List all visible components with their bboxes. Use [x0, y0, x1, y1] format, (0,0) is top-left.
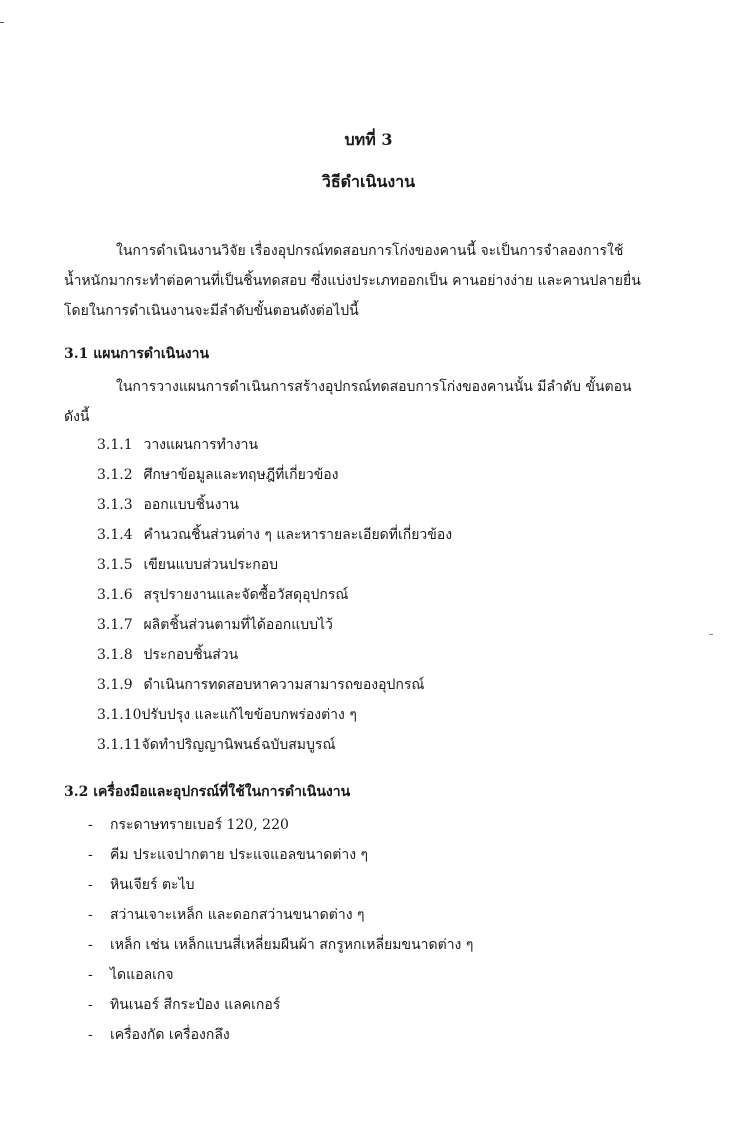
- step-number: 3.1.9: [97, 677, 133, 693]
- chapter-number: บทที่ 3: [344, 130, 393, 149]
- step-number: 3.1.6: [97, 587, 133, 603]
- step-number: 3.1.2: [97, 467, 133, 483]
- step-item: [97, 490, 452, 520]
- step-number: 3.1.5: [97, 557, 133, 573]
- scan-speck: [709, 634, 713, 635]
- step-item: [97, 550, 452, 580]
- step-item: [97, 460, 452, 490]
- step-item: [97, 640, 452, 670]
- chapter-title: วิธีดำเนินงาน: [321, 172, 416, 191]
- step-item: [97, 430, 452, 460]
- step-text: ประกอบชิ้นส่วน: [143, 647, 239, 663]
- step-text: เขียนแบบส่วนประกอบ: [143, 557, 279, 573]
- tool-text: เหล็ก เช่น เหล็กแบนสี่เหลี่ยมผืนผ้า สกรูหกเหลี่ยมขนาดต่าง ๆ: [110, 937, 474, 953]
- step-number: 3.1.4: [97, 527, 133, 543]
- bullet-dash: -: [88, 817, 93, 833]
- section1-intro-line: ดังนี้: [64, 409, 90, 425]
- step-text: คำนวณชิ้นส่วนต่าง ๆ และหารายละเอียดที่เกี่ยวข้อง: [143, 527, 453, 543]
- step-item: [97, 730, 452, 760]
- section1-intro-line: ในการวางแผนการดำเนินการสร้างอุปกรณ์ทดสอบการโก่งของคานนั้น มีลำดับ ขั้นตอน: [116, 379, 632, 395]
- tool-text: คีม ประแจปากตาย ประแจแอลขนาดต่าง ๆ: [110, 847, 369, 863]
- bullet-dash: -: [88, 1027, 93, 1043]
- tool-item: [88, 840, 473, 870]
- tool-text: เครื่องกัด เครื่องกลึง: [110, 1027, 230, 1043]
- bullet-dash: -: [88, 997, 93, 1013]
- steps-list: [97, 430, 452, 760]
- section1-intro-paragraph: [64, 372, 674, 432]
- tool-item: [88, 900, 473, 930]
- tool-item: [88, 870, 473, 900]
- step-text: ผลิตชิ้นส่วนตามที่ได้ออกแบบไว้: [143, 617, 333, 633]
- step-item: [97, 610, 452, 640]
- step-number: 3.1.10: [97, 707, 142, 723]
- bullet-dash: -: [88, 967, 93, 983]
- step-text: ดำเนินการทดสอบหาความสามารถของอุปกรณ์: [143, 677, 425, 693]
- step-number: 3.1.7: [97, 617, 133, 633]
- step-number: 3.1.3: [97, 497, 133, 513]
- intro-paragraph: [64, 236, 674, 326]
- bullet-dash: -: [88, 907, 93, 923]
- step-item: [97, 520, 452, 550]
- step-text: วางแผนการทำงาน: [143, 437, 259, 453]
- step-text: สรุปรายงานและจัดซื้อวัสดุอุปกรณ์: [143, 587, 349, 603]
- tool-item: [88, 960, 473, 990]
- step-text: ออกแบบชิ้นงาน: [143, 497, 239, 513]
- intro-line: ในการดำเนินงานวิจัย เรื่องอุปกรณ์ทดสอบการโก่งของคานนี้ จะเป็นการจำลองการใช้: [116, 243, 624, 259]
- step-item: [97, 700, 452, 730]
- step-item: [97, 580, 452, 610]
- bullet-dash: -: [88, 877, 93, 893]
- tool-text: ทินเนอร์ สีกระป๋อง แลคเกอร์: [110, 997, 281, 1013]
- tool-text: กระดาษทรายเบอร์ 120, 220: [110, 817, 289, 833]
- tool-item: [88, 930, 473, 960]
- step-number: 3.1.8: [97, 647, 133, 663]
- section-heading-3-1: 3.1 แผนการดำเนินงาน: [64, 346, 210, 362]
- section-heading-3-2: 3.2 เครื่องมือและอุปกรณ์ที่ใช้ในการดำเนินงาน: [64, 784, 351, 800]
- scan-mark: [0, 22, 4, 23]
- tool-text: ไดแอลเกจ: [110, 967, 174, 983]
- step-text: ศึกษาข้อมูลและทฤษฎีที่เกี่ยวข้อง: [143, 467, 339, 483]
- intro-line: โดยในการดำเนินงานจะมีลำดับขั้นตอนดังต่อไปนี้: [64, 303, 359, 319]
- step-text: จัดทำปริญญานิพนธ์ฉบับสมบูรณ์: [141, 737, 336, 753]
- step-number: 3.1.1: [97, 437, 133, 453]
- tool-item: [88, 990, 473, 1020]
- tool-item: [88, 1020, 473, 1050]
- step-item: [97, 670, 452, 700]
- tools-list: [88, 810, 473, 1050]
- tool-item: [88, 810, 473, 840]
- bullet-dash: -: [88, 937, 93, 953]
- tool-text: หินเจียร์ ตะไบ: [110, 877, 195, 893]
- bullet-dash: -: [88, 847, 93, 863]
- intro-line: น้ำหนักมากระทำต่อคานที่เป็นชิ้นทดสอบ ซึ่งแบ่งประเภทออกเป็น คานอย่างง่าย และคานปลายยื่น: [64, 273, 641, 289]
- tool-text: สว่านเจาะเหล็ก และดอกสว่านขนาดต่าง ๆ: [110, 907, 365, 923]
- step-text: ปรับปรุง และแก้ไขข้อบกพร่องต่าง ๆ: [141, 707, 357, 723]
- step-number: 3.1.11: [97, 737, 142, 753]
